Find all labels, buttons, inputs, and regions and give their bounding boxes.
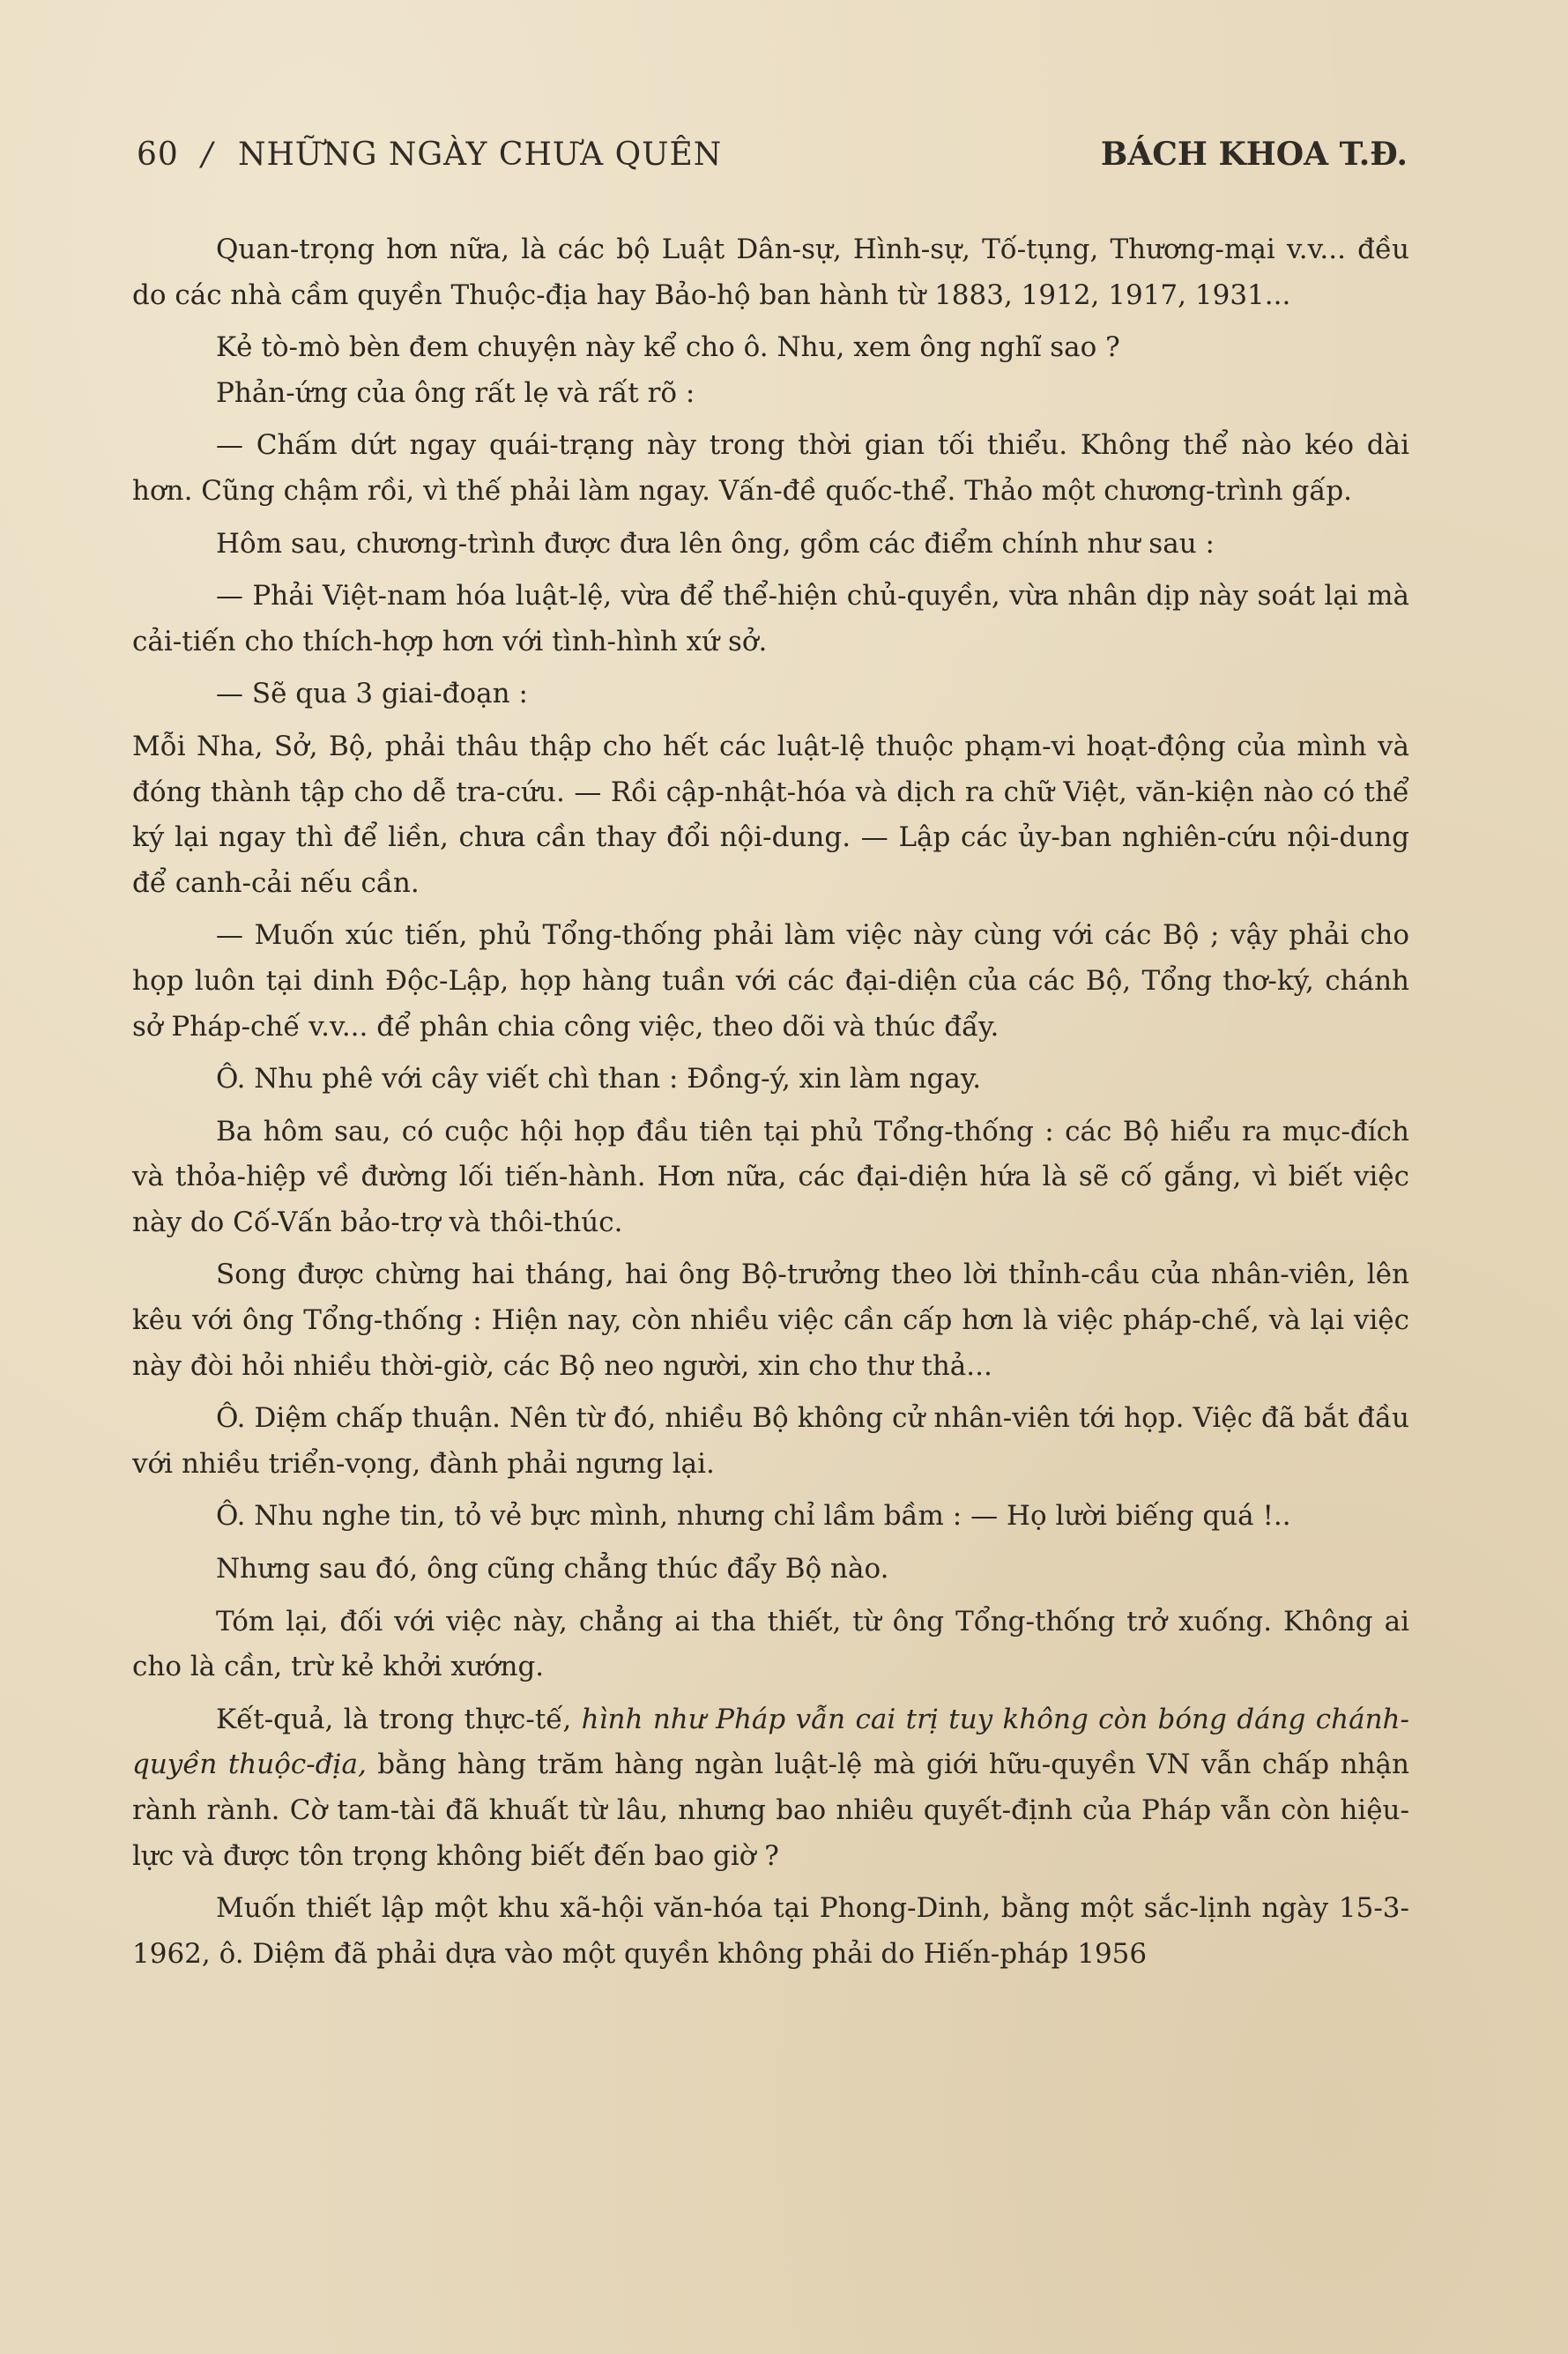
paragraph: — Phải Việt-nam hóa luật-lệ, vừa để thể-hiện chủ-quyền, vừa nhân dịp này soát lại mà cải-tiến cho thích-hợp hơn với tình-hình xứ sở.: [132, 580, 1409, 657]
header-separator: /: [201, 136, 213, 173]
page-header: [137, 132, 1408, 176]
magazine-title: BÁCH KHOA T.Đ.: [1100, 136, 1408, 173]
paragraph: Mỗi Nha, Sở, Bộ, phải thâu thập cho hết các luật-lệ thuộc phạm-vi hoạt-động của mình và đóng thành tập cho dễ tra-cứu. — Rồi cập-nhật-hóa và dịch ra chữ Việt, văn-kiện nào có thể ký lại ngay thì để liền, chưa cần thay đổi nội-dung. — Lập các ủy-ban nghiên-cứu nội-dung để canh-cải nếu cần.: [132, 730, 1409, 899]
paragraph: Phản-ứng của ông rất lẹ và rất rõ :: [216, 376, 695, 409]
paragraph: Ba hôm sau, có cuộc hội họp đầu tiên tại phủ Tổng-thống : các Bộ hiểu ra mục-đích và thỏa-hiệp về đường lối tiến-hành. Hơn nữa, các đại-diện hứa là sẽ cố gắng, vì biết việc này do Cố-Vấn bảo-trợ và thôi-thúc.: [132, 1115, 1409, 1238]
paragraph: Ô. Nhu nghe tin, tỏ vẻ bực mình, nhưng chỉ lầm bầm : — Họ lười biếng quá !..: [216, 1500, 1291, 1533]
paragraph: Kẻ tò-mò bèn đem chuyện này kể cho ô. Nhu, xem ông nghĩ sao ?: [216, 331, 1120, 364]
paragraph: Muốn thiết lập một khu xã-hội văn-hóa tại Phong-Dinh, bằng một sắc-lịnh ngày 15-3-1962, ô. Diệm đã phải dựa vào một quyền không phải do Hiến-pháp 1956: [132, 1892, 1409, 1970]
body-text: [132, 227, 1409, 1984]
italic-text: hình như Pháp vẫn cai trị tuy không còn bóng dáng chánh-quyền thuộc-địa,: [132, 1703, 1409, 1781]
paragraph: Ô. Nhu phê với cây viết chì than : Đồng-ý, xin làm ngay.: [216, 1063, 982, 1095]
paragraph: Song được chừng hai tháng, hai ông Bộ-trưởng theo lời thỉnh-cầu của nhân-viên, lên kêu với ông Tổng-thống : Hiện nay, còn nhiều việc cần cấp hơn là việc pháp-chế, và lại việc này đòi hỏi nhiều thời-giờ, các Bộ neo người, xin cho thư thả...: [132, 1259, 1409, 1382]
paragraph: Ô. Diệm chấp thuận. Nên từ đó, nhiều Bộ không cử nhân-viên tới họp. Việc đã bắt đầu với nhiều triển-vọng, đành phải ngưng lại.: [132, 1402, 1409, 1480]
paragraph-text: bằng hàng trăm hàng ngàn luật-lệ mà giới hữu-quyền VN vẫn chấp nhận rành rành. Cờ tam-tài đã khuất từ lâu, nhưng bao nhiêu quyết-định của Pháp vẫn còn hiệu-lực và được tôn trọng không biết đến bao giờ ?: [132, 1749, 1409, 1872]
running-title: NHỮNG NGÀY CHƯA QUÊN: [237, 136, 723, 173]
paragraph: — Sẽ qua 3 giai-đoạn :: [216, 678, 528, 710]
paragraph: Nhưng sau đó, ông cũng chẳng thúc đẩy Bộ nào.: [216, 1553, 889, 1585]
paragraph-text: Kết-quả, là trong thực-tế,: [216, 1703, 582, 1735]
paragraph: Quan-trọng hơn nữa, là các bộ Luật Dân-sự, Hình-sự, Tố-tụng, Thương-mại v.v... đều do các nhà cầm quyền Thuộc-địa hay Bảo-hộ ban hành từ 1883, 1912, 1917, 1931...: [132, 234, 1409, 311]
paragraph: — Chấm dứt ngay quái-trạng này trong thời gian tối thiểu. Không thể nào kéo dài hơn. Cũng chậm rồi, vì thế phải làm ngay. Vấn-đề quốc-thể. Thảo một chương-trình gấp.: [132, 429, 1409, 507]
page-number: 60: [137, 136, 179, 173]
paragraph: — Muốn xúc tiến, phủ Tổng-thống phải làm việc này cùng với các Bộ ; vậy phải cho họp luôn tại dinh Độc-Lập, họp hàng tuần với các đại-diện của các Bộ, Tổng thơ-ký, chánh sở Pháp-chế v.v... để phân chia công việc, theo dõi và thúc đẩy.: [132, 919, 1409, 1043]
paragraph: Hôm sau, chương-trình được đưa lên ông, gồm các điểm chính như sau :: [216, 527, 1215, 560]
paragraph: [132, 1697, 1409, 1879]
paragraph: Tóm lại, đối với việc này, chẳng ai tha thiết, từ ông Tổng-thống trở xuống. Không ai cho là cần, trừ kẻ khởi xướng.: [132, 1605, 1409, 1683]
